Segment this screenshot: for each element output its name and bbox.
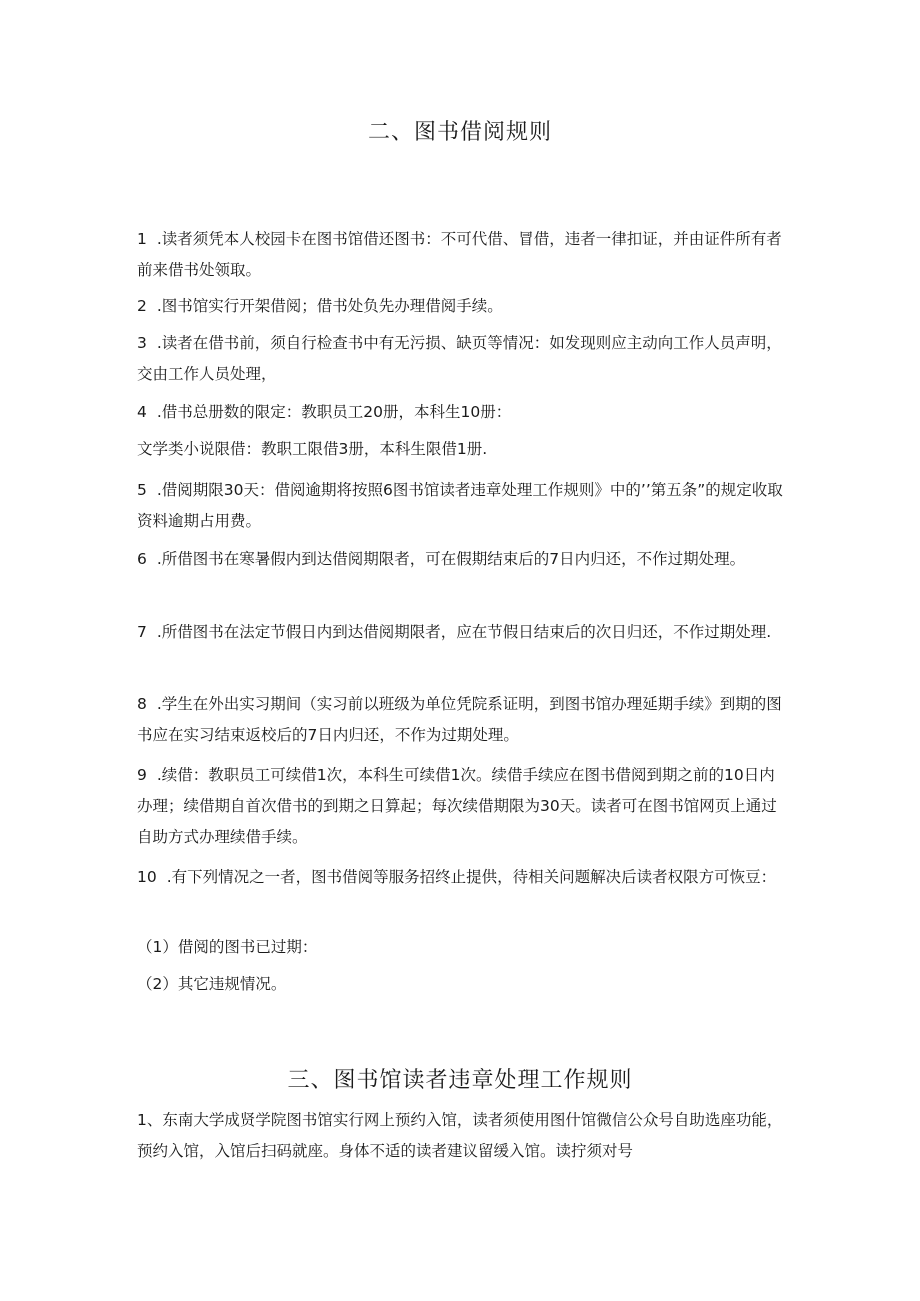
rule-text: （2）其它违规情况。 [137,975,287,993]
rule-number: 3 [137,334,147,352]
rule-text: 文学类小说限借：教职工限借3册，本科生限借1册. [137,440,488,458]
rule-item-5 [137,475,787,537]
rule-text: .图书馆实行开架借阅；借书处负先办理借阅手续。 [156,297,503,315]
rule-text: .学生在外出实习期间（实习前以班级为单位凭院系证明，到图书馆办理延期手续》到期的图书应在实习结束返校后的7日内归还，不作为过期处理。 [137,695,782,744]
rule-number: 5 [137,481,147,499]
rule-item-1 [137,224,787,286]
rule-text: .借阅期限30天：借阅逾期将按照6图书馆读者违章处理工作规则》中的’’第五条”的规定收取资料逾期占用费。 [137,481,783,530]
rule-number: 4 [137,403,147,421]
section-title-violation-rules: 三、图书馆读者违章处理工作规则 [287,1068,633,1093]
rule-item-6 [137,544,787,575]
rule-text: .读者在借书前，须自行检查书中有无污损、缺页等情况：如发现则应主动向工作人员声明，交由工作人员处理， [137,334,782,383]
rule-number: 1 [137,230,147,248]
rule-number: 7 [137,623,147,641]
rule-number: 2 [137,297,147,315]
rule-number: 10 [137,868,157,886]
rule-number: 6 [137,550,147,568]
rule-text: （1）借阅的图书已过期： [137,938,318,956]
rule-item-10 [137,862,787,893]
section-title-borrowing-rules: 二、图书借阅规则 [367,120,552,145]
rule-item-10-sub-1 [137,932,787,963]
rule-text: .续借：教职员工可续借1次，本科生可续借1次。续借手续应在图书借阅到期之前的10日内办理；续借期自首次借书的到期之日算起；每次续借期限为30天。读者可在图书馆网页上通过自助方式办理续借手续。 [137,766,777,846]
rule-item-10-sub-2 [137,969,787,1000]
violation-rule-item-1 [137,1105,787,1167]
rule-text: 1、东南大学成贤学院图书馆实行网上预约入馆，读者须使用图什馆微信公众号自助选座功能，预约入馆，入馆后扫码就座。身体不适的读者建议留缓入馆。读拧须对号 [137,1111,783,1160]
rule-item-4-note [137,434,787,465]
rule-item-2 [137,291,787,322]
rule-item-8 [137,689,787,751]
rule-text: .有下列情况之一者，图书借阅等服务招终止提供，待相关问题解决后读者权限方可恢豆： [166,868,777,886]
rule-text: .所借图书在寒暑假内到达借阅期限者，可在假期结束后的7日内归还，不作过期处理。 [156,550,746,568]
rule-text: .读者须凭本人校园卡在图书馆借还图书：不可代借、冒借，违者一律扣证，并由证件所有者前来借书处领取。 [137,230,782,279]
rule-text: .所借图书在法定节假日内到达借阅期限者，应在节假日结束后的次日归还，不作过期处理. [156,623,772,641]
rule-item-3 [137,328,787,390]
rule-item-4 [137,397,787,428]
rule-text: .借书总册数的限定：教职员工20册，本科生10册： [156,403,512,421]
rule-item-7 [137,617,787,648]
rule-item-9 [137,760,787,853]
rule-number: 9 [137,766,147,784]
rule-number: 8 [137,695,147,713]
